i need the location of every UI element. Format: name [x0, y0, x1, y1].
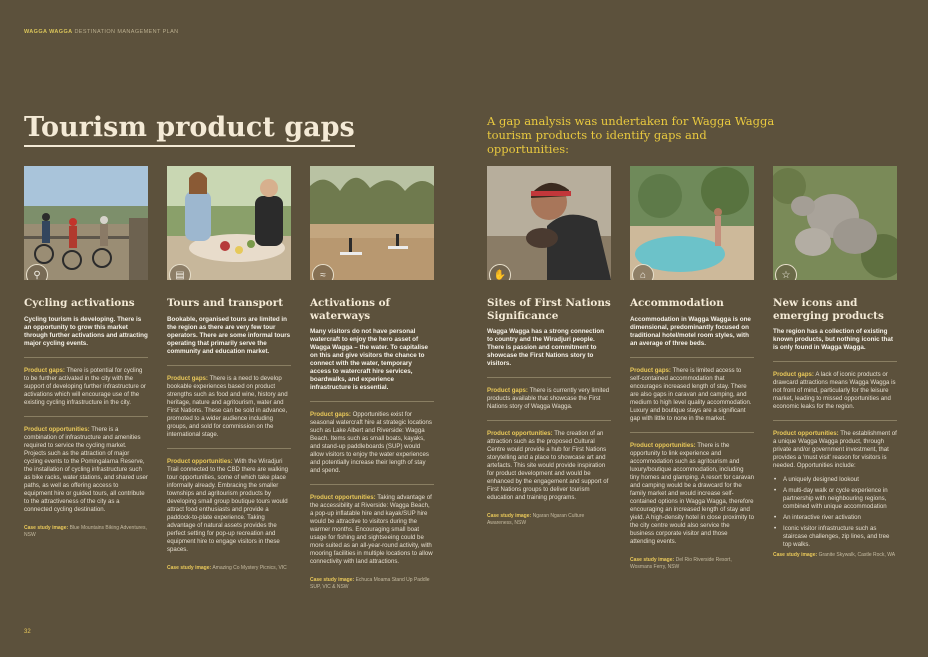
product-opportunities-label: Product opportunities: — [487, 430, 553, 437]
product-opportunities-text: There is a combination of infrastructure and amenities required to service the cycling market. Projects such as the attraction of major cycling events to the Pomingalarna Reserve, the installation of cycling infrastructure such as bike racks, water stations, and shared user paths, as well as offering access to equipment hire or guided tours, all contribute to the attractiveness of the city as a connected cycling destination. — [24, 425, 148, 513]
credit-text: Del Rio Riverside Resort, Wosmans Ferry, NSW — [630, 556, 732, 570]
product-opportunities-text: The creation of an attraction such as the proposed Cultural Centre would provide a hub for First Nations storytelling and a place to showcase art and artefacts. This site would provide inspiration for product development and would be enhanced by the engagement and support of First Nations groups to deliver tourism education and training programs. — [487, 430, 609, 501]
case-study-credit — [310, 577, 434, 591]
product-opportunities-label: Product opportunities: — [773, 430, 839, 437]
star-icon: ☆ — [775, 264, 797, 280]
product-gaps — [773, 362, 897, 421]
column-heading: Cycling activations — [24, 297, 135, 309]
product-gaps — [630, 358, 754, 433]
case-study-credit — [630, 557, 754, 571]
product-gaps-label: Product gaps: — [487, 387, 528, 394]
bicycle-icon: ⚲ — [26, 264, 48, 280]
case-study-credit — [487, 513, 611, 527]
column-waterways — [310, 166, 434, 591]
column-lead: Many visitors do not have personal watercraft to enjoy the hero asset of Wagga Wagga – the water. To capitalise on this and give visitors the chance to connect with the water, temporary access to watercraft hire services, boardwalks, and experience infrastructure is essential. — [310, 328, 434, 402]
product-gaps-text: There is limited access to self-contained accommodation that encourages increased length of stay. There are also gaps in caravan and camping, and medium to high level quality accommodation. Luxury and boutique stays are a significant gap with little to none in the market. — [630, 366, 752, 422]
photo-accommodation — [630, 166, 754, 280]
product-opportunities-label: Product opportunities: — [630, 441, 696, 449]
product-opportunities — [167, 449, 291, 563]
credit-label: Case study image: — [24, 524, 69, 531]
document-header — [24, 29, 179, 35]
page-number: 32 — [24, 629, 31, 635]
column-tours — [167, 166, 291, 572]
photo-waterways — [310, 166, 434, 280]
credit-text: Granite Skywalk, Castle Rock, WA — [818, 552, 896, 558]
paddleboard-icon: ≈ — [312, 264, 334, 280]
product-opportunities — [24, 417, 148, 523]
credit-text: Blue Mountains Biking Adventures, NSW — [24, 524, 147, 538]
product-opportunities-text: With the Wiradjuri Trail connected to the CBD there are walking tour opportunities, some of which take place informally already. Embracing the smaller townships and agritourism products by developing small group boutique tours would attract food enthusiasts and provide a paddock-to-plate experience. Taking advantage of natural assets provides the perfect setting for pop-up recreation and equipment hire to engage visitors in these spaces. — [167, 457, 289, 553]
column-lead: Accommodation in Wagga Wagga is one dimensional, predominantly focused on traditional hotel/motel room styles, with an average of three beds. — [630, 316, 754, 358]
credit-text: Echuca Moama Stand Up Paddle SUP, VIC & NSW — [310, 577, 430, 590]
column-lead: Wagga Wagga has a strong connection to country and the Wiradjuri people. There is passion and commitment to showcase the First Nations story to visitors. — [487, 328, 611, 378]
column-new-icons — [773, 166, 897, 559]
column-cycling — [24, 166, 148, 539]
credit-label: Case study image: — [487, 513, 532, 519]
column-first-nations — [487, 166, 611, 527]
photo-first-nations — [487, 166, 611, 280]
header-subtitle: DESTINATION MANAGEMENT PLAN — [74, 29, 179, 35]
hand-icon: ✋ — [489, 264, 511, 280]
case-study-credit — [773, 552, 897, 559]
product-opportunities-text: There is the opportunity to link experience and accommodation such as agritourism and luxury/boutique accommodation, including tiny homes and glamping. A resort for caravan and camping would be a drawcard for the family market and would increase self-contained options in Wagga Wagga, therefore encouraging an increased length of stay and yield. A high-density hotel in close proximity to the city centre would also service the business corporate visitor and those attending events. — [630, 441, 754, 545]
product-gaps-label: Product gaps: — [310, 411, 351, 418]
list-item: • A uniquely designed lookout — [773, 476, 897, 484]
product-gaps-text: There is potential for cycling to be further activated in the city with the support of developing further infrastructure or activations which will encourage use of the existing cycling infrastructure in the city. — [24, 366, 146, 406]
credit-label: Case study image: — [630, 556, 675, 563]
product-gaps-text: A lack of iconic products or drawcard attractions means Wagga Wagga is not front of mind, particularly for the leisure market, leading to missed opportunities and economic leaks for the region. — [773, 371, 896, 410]
page-title: Tourism product gaps — [24, 111, 355, 147]
product-gaps-label: Product gaps: — [24, 366, 65, 374]
column-heading: Accommodation — [630, 297, 724, 309]
header-brand: WAGGA WAGGA — [24, 29, 73, 35]
product-gaps-label: Product gaps: — [773, 371, 814, 378]
photo-new-icons — [773, 166, 897, 280]
product-opportunities-text: The establishment of a unique Wagga Wagga product, through private and/or government investment, that provides a ‘must visit’ reason for visitors is needed. Opportunities include: — [773, 430, 897, 469]
list-item: • Iconic visitor infrastructure such as staircase challenges, zip lines, and tree top walks. — [773, 525, 897, 549]
product-gaps — [24, 358, 148, 417]
list-item: • A multi-day walk or cycle experience in partnership with neighbouring regions, combined with unique accommodation — [773, 487, 897, 511]
photo-tours — [167, 166, 291, 280]
product-opportunities — [630, 433, 754, 555]
photo-cycling — [24, 166, 148, 280]
product-gaps-text: Opportunities exist for seasonal watercraft hire at strategic locations such as Lake Albert and Riverside: Wagga Beach. Items such as small boats, kayaks, and stand-up paddleboards (SUP) would allow visitors to enjoy the water experiences and potentially increase their length of stay and spend. — [310, 411, 432, 474]
product-opportunities — [310, 485, 434, 575]
credit-label: Case study image: — [773, 552, 818, 558]
product-opportunities-label: Product opportunities: — [167, 457, 233, 465]
product-gaps-label: Product gaps: — [630, 366, 671, 374]
column-heading: New icons and emerging products — [773, 297, 884, 322]
column-accommodation — [630, 166, 754, 571]
intro-text: A gap analysis was undertaken for Wagga Wagga tourism products to identify gaps and opportunities: — [487, 114, 775, 156]
credit-text: Ngaran Ngaran Culture Awareness, NSW — [487, 513, 585, 526]
product-opportunities-label: Product opportunities: — [310, 494, 376, 501]
opportunities-list — [773, 476, 897, 549]
column-heading: Activations of waterways — [310, 297, 391, 322]
list-item: • An interactive river activation — [773, 514, 897, 522]
product-gaps-text: There is a need to develop bookable experiences based on product strengths such as food and wine, history and heritage, nature and agritourism, water and First Nations. These can be sold in advance, promoted to a wider audience including groups, and sold for commission on the international stage. — [167, 374, 288, 438]
product-gaps — [487, 378, 611, 421]
credit-label: Case study image: — [310, 577, 355, 583]
column-lead: Cycling tourism is developing. There is an opportunity to grow this market through further activations and attracting major cycling events. — [24, 316, 148, 358]
credit-label: Case study image: — [167, 564, 212, 571]
product-gaps — [310, 402, 434, 485]
product-opportunities — [487, 421, 611, 511]
bed-icon: ⌂ — [632, 264, 654, 280]
column-lead: The region has a collection of existing known products, but nothing iconic that is only found in Wagga Wagga. — [773, 328, 897, 362]
case-study-credit — [167, 565, 291, 572]
column-heading: Sites of First Nations Significance — [487, 297, 611, 322]
product-opportunities-text: Taking advantage of the accessibility at Riverside: Wagga Beach, a pop-up inflatable hire and kayak/SUP hire would be attractive to visitors during the warmer months. Encouraging small boat usage for fishing and sightseeing could be more suited as an all-year-round activity, with mooring facilities in multiple locations to allow connectivity with land attractions. — [310, 494, 433, 565]
product-opportunities-label: Product opportunities: — [24, 425, 90, 433]
credit-text: Amazing Co Mystery Picnics, VIC — [212, 564, 287, 571]
product-gaps-label: Product gaps: — [167, 374, 208, 382]
product-opportunities — [773, 421, 897, 472]
product-gaps-text: There is currently very limited products available that showcase the First Nations story of Wagga Wagga. — [487, 387, 610, 410]
case-study-credit — [24, 525, 148, 539]
product-gaps — [167, 366, 291, 449]
column-heading: Tours and transport — [167, 297, 284, 309]
column-lead: Bookable, organised tours are limited in the region as there are very few tour operators. There are some informal tours operating that primarily serve the community and education market. — [167, 316, 291, 366]
basket-icon: ▤ — [169, 264, 191, 280]
